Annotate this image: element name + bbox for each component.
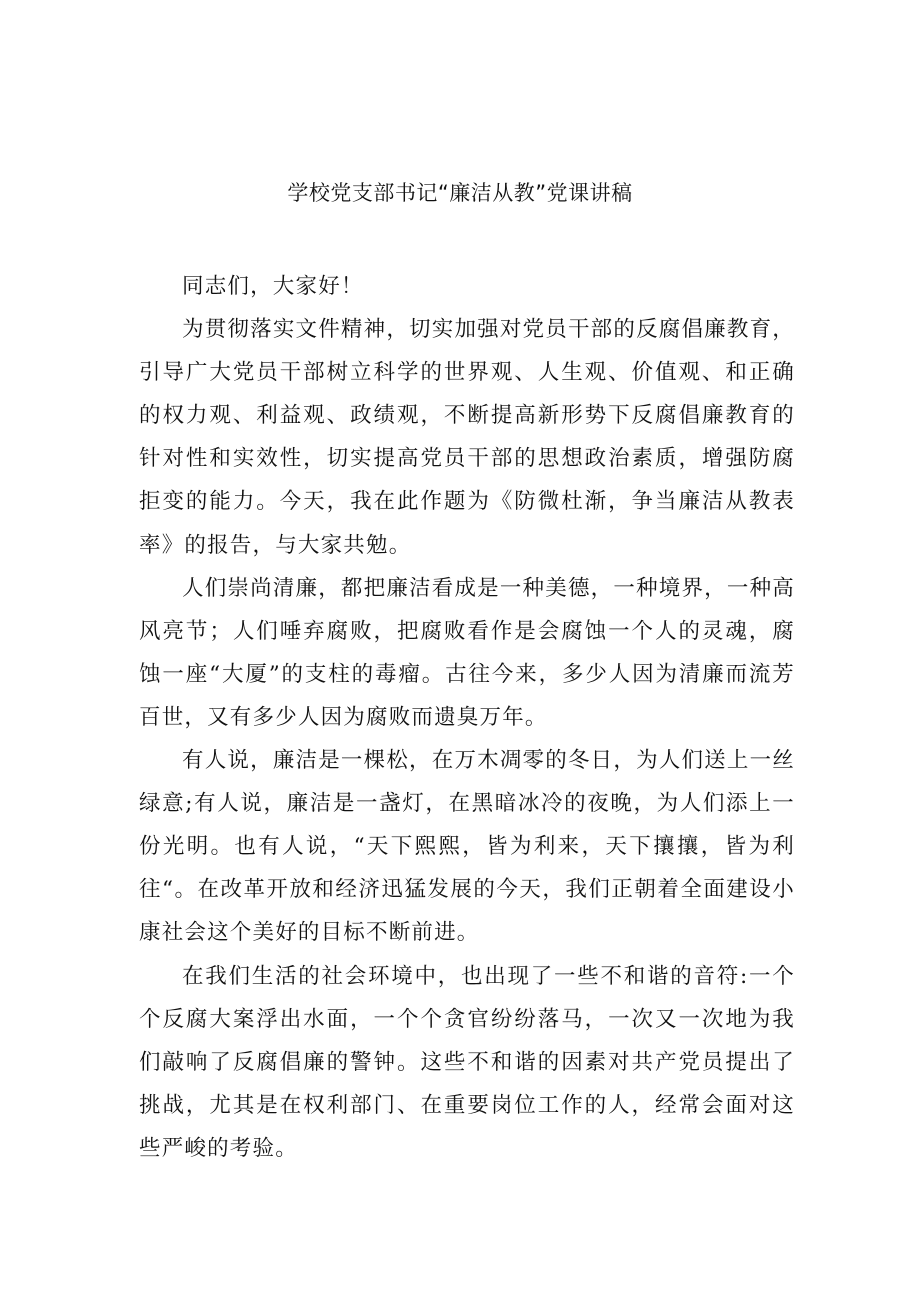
paragraph: 在我们生活的社会环境中，也出现了一些不和谐的音符:一个个反腐大案浮出水面，一个个贪官纷纷落马，一次又一次地为我们敲响了反腐倡廉的警钟。这些不和谐的因素对共产党员提出了挑战，尤其是在权利部门、在重要岗位工作的人，经常会面对这些严峻的考验。 bbox=[139, 963, 795, 1161]
paragraph-greeting: 同志们，大家好！ bbox=[182, 274, 364, 299]
paragraph: 为贯彻落实文件精神，切实加强对党员干部的反腐倡廉教育，引导广大党员干部树立科学的世界观、人生观、价值观、和正确的权力观、利益观、政绩观，不断提高新形势下反腐倡廉教育的针对性和实效性，切实提高党员干部的思想政治素质，增强防腐拒变的能力。今天，我在此作题为《防微杜渐，争当廉洁从教表率》的报告，与大家共勉。 bbox=[139, 317, 795, 558]
document-title: 学校党支部书记“廉洁从教”党课讲稿 bbox=[287, 181, 633, 205]
paragraph: 人们崇尚清廉，都把廉洁看成是一种美德，一种境界，一种高风亮节；人们唾弃腐败，把腐败看作是会腐蚀一个人的灵魂，腐蚀一座“大厦”的支柱的毒瘤。古往今来，多少人因为清廉而流芳百世，又有多少人因为腐败而遗臭万年。 bbox=[139, 575, 795, 730]
document-body bbox=[139, 265, 795, 1170]
paragraph: 有人说，廉洁是一棵松，在万木凋零的冬日，为人们送上一丝绿意;有人说，廉洁是一盏灯，在黑暗冰冷的夜晚，为人们添上一份光明。也有人说，“天下熙熙，皆为利来，天下攘攘，皆为利往“。在改革开放和经济迅猛发展的今天，我们正朝着全面建设小康社会这个美好的目标不断前进。 bbox=[139, 748, 795, 946]
